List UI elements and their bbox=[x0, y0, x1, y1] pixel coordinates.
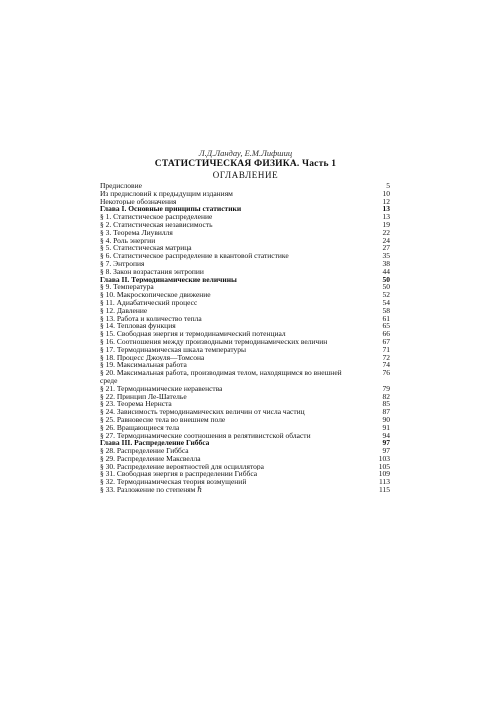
toc-entry-title: § 13. Работа и количество тепла bbox=[100, 314, 202, 323]
toc-page-number: 38 bbox=[382, 259, 390, 268]
toc-row bbox=[100, 447, 390, 455]
toc-row bbox=[100, 198, 390, 206]
toc-row bbox=[100, 400, 390, 408]
toc-page-number: 22 bbox=[382, 228, 390, 237]
toc-entry-title: § 7. Энтропия bbox=[100, 259, 145, 268]
toc-page-number: 113 bbox=[379, 478, 390, 487]
toc-heading: ОГЛАВЛЕНИЕ bbox=[212, 170, 279, 180]
toc-row bbox=[100, 346, 390, 354]
toc-entry-title: § 3. Теорема Лиувилля bbox=[100, 228, 173, 237]
toc-entry-title: Глава I. Основные принципы статистики bbox=[100, 205, 242, 214]
toc-page-number: 82 bbox=[382, 392, 390, 401]
toc-entry-title: § 16. Соотношения между производными термодинамических величин bbox=[100, 337, 328, 346]
toc-entry-title: § 24. Зависимость термодинамических величин от числа частиц bbox=[100, 408, 305, 416]
toc-row bbox=[100, 315, 390, 323]
toc-row bbox=[100, 252, 390, 260]
toc-row bbox=[100, 432, 390, 440]
toc-entry-title: § 33. Разложение по степеням ℏ bbox=[100, 486, 203, 494]
toc-page-number: 115 bbox=[379, 486, 390, 494]
toc-entry-title: § 1. Статистическое распределение bbox=[100, 213, 213, 221]
toc-row bbox=[100, 182, 390, 190]
toc-page-number: 50 bbox=[382, 275, 390, 284]
toc-page-number: 105 bbox=[378, 462, 390, 471]
toc-page-number: 50 bbox=[382, 283, 390, 292]
toc-row bbox=[100, 322, 390, 330]
toc-row bbox=[100, 291, 390, 299]
toc-entry-title: § 4. Роль энергии bbox=[100, 236, 156, 245]
toc-page-number: 109 bbox=[378, 470, 390, 479]
book-title: СТАТИСТИЧЕСКАЯ ФИЗИКА. Часть 1 bbox=[154, 159, 337, 169]
toc-row bbox=[100, 190, 390, 198]
toc-page-number: 91 bbox=[382, 423, 390, 432]
toc-page-number: 5 bbox=[386, 182, 390, 190]
toc-entry-title: § 8. Закон возрастания энтропии bbox=[100, 267, 204, 276]
toc-entry-title: § 22. Принцип Ле-Шателье bbox=[100, 392, 187, 401]
toc-page-number: 24 bbox=[382, 236, 390, 245]
toc-page-number: 85 bbox=[382, 400, 390, 409]
toc-entry-title: § 11. Адиабатический процесс bbox=[100, 298, 198, 307]
toc-entry-title: § 10. Макроскопическое движение bbox=[100, 291, 211, 299]
toc-row bbox=[100, 260, 390, 268]
toc-chapter-row bbox=[100, 439, 390, 447]
toc-entry-title: § 18. Процесс Джоуля—Томсона bbox=[100, 353, 205, 362]
toc-page-number: 12 bbox=[382, 197, 390, 206]
toc-page-number: 66 bbox=[382, 330, 390, 338]
toc-entry-title: § 26. Вращающиеся тела bbox=[100, 423, 180, 432]
toc-page-number: 97 bbox=[382, 447, 390, 455]
toc-row bbox=[100, 416, 390, 424]
toc-page-number: 94 bbox=[382, 431, 390, 440]
toc-page-number: 27 bbox=[382, 244, 390, 253]
toc-row bbox=[100, 463, 390, 471]
toc-page-number: 76 bbox=[382, 369, 390, 378]
toc-row bbox=[100, 213, 390, 221]
toc-page-number: 72 bbox=[382, 353, 390, 362]
toc-page-number: 67 bbox=[382, 337, 390, 346]
toc-page-number: 74 bbox=[382, 361, 390, 370]
toc-row bbox=[100, 338, 390, 346]
toc-row bbox=[100, 229, 390, 237]
toc-page-number: 87 bbox=[382, 408, 390, 416]
toc-row bbox=[100, 385, 390, 393]
toc-page-number: 10 bbox=[382, 189, 390, 198]
toc-row bbox=[100, 244, 390, 252]
toc-page-number: 44 bbox=[382, 267, 390, 276]
table-of-contents bbox=[100, 182, 390, 494]
toc-page-number: 35 bbox=[382, 252, 390, 260]
toc-entry-title: Некоторые обозначения bbox=[100, 197, 177, 206]
toc-entry-title: § 14. Тепловая функция bbox=[100, 322, 176, 331]
toc-entry-title: Из предисловий к предыдущим изданиям bbox=[100, 189, 233, 198]
toc-page-number: 13 bbox=[382, 205, 390, 214]
toc-page-number: 65 bbox=[382, 322, 390, 331]
toc-entry-title: § 19. Максимальная работа bbox=[100, 361, 187, 370]
toc-row bbox=[100, 408, 390, 416]
toc-entry-title: § 23. Теорема Нернста bbox=[100, 400, 172, 409]
toc-row bbox=[100, 361, 390, 369]
toc-page-number: 71 bbox=[382, 345, 390, 354]
toc-page-number: 97 bbox=[382, 439, 390, 448]
toc-row bbox=[100, 369, 390, 385]
toc-entry-title: Глава III. Распределение Гиббса bbox=[100, 439, 210, 448]
toc-row bbox=[100, 221, 390, 229]
toc-row bbox=[100, 424, 390, 432]
toc-entry-title: § 9. Температура bbox=[100, 283, 154, 292]
toc-row bbox=[100, 478, 390, 486]
toc-page-number: 19 bbox=[382, 220, 390, 229]
toc-row bbox=[100, 237, 390, 245]
toc-entry-title: § 28. Распределение Гиббса bbox=[100, 447, 189, 455]
toc-row bbox=[100, 330, 390, 338]
toc-page-number: 90 bbox=[382, 415, 390, 424]
toc-page-number: 61 bbox=[382, 314, 390, 323]
toc-row bbox=[100, 283, 390, 291]
toc-row bbox=[100, 455, 390, 463]
toc-entry-title: § 27. Термодинамические соотношения в релятивистской области bbox=[100, 431, 311, 440]
toc-page-number: 79 bbox=[382, 384, 390, 393]
toc-row bbox=[100, 393, 390, 401]
toc-entry-title: § 5. Статистическая матрица bbox=[100, 244, 192, 253]
toc-chapter-row bbox=[100, 276, 390, 284]
toc-row bbox=[100, 299, 390, 307]
toc-entry-title: § 15. Свободная энергия и термодинамический потенциал bbox=[100, 330, 286, 338]
toc-entry-title: § 20. Максимальная работа, производимая телом, находящимся во внешней среде bbox=[100, 369, 342, 385]
toc-chapter-row bbox=[100, 205, 390, 213]
authors: Л.Д.Ландау, Е.М.Лифшиц bbox=[198, 148, 293, 158]
toc-entry-title: § 25. Равновесие тела во внешнем поле bbox=[100, 415, 226, 424]
toc-row bbox=[100, 354, 390, 362]
toc-page-number: 54 bbox=[382, 298, 390, 307]
toc-row bbox=[100, 268, 390, 276]
toc-page-number: 13 bbox=[382, 213, 390, 221]
toc-entry-title: § 21. Термодинамические неравенства bbox=[100, 384, 223, 393]
toc-entry-title: § 2. Статистическая независимость bbox=[100, 220, 213, 229]
toc-row bbox=[100, 470, 390, 478]
toc-entry-title: § 32. Термодинамическая теория возмущений bbox=[100, 478, 247, 487]
toc-entry-title: § 29. Распределение Максвелла bbox=[100, 454, 201, 463]
toc-entry-title: Предисловие bbox=[100, 182, 142, 190]
toc-entry-title: § 12. Давление bbox=[100, 306, 148, 315]
toc-entry-title: § 31. Свободная энергия в распределении Гиббса bbox=[100, 470, 258, 479]
toc-entry-title: Глава II. Термодинамические величины bbox=[100, 275, 237, 284]
toc-page-number: 52 bbox=[382, 291, 390, 299]
toc-row bbox=[100, 486, 390, 494]
toc-entry-title: § 6. Статистическое распределение в квантовой статистике bbox=[100, 252, 289, 260]
toc-page-number: 103 bbox=[378, 454, 390, 463]
toc-entry-title: § 30. Распределение вероятностей для осциллятора bbox=[100, 462, 264, 471]
toc-row bbox=[100, 307, 390, 315]
toc-entry-title: § 17. Термодинамическая шкала температуры bbox=[100, 345, 247, 354]
toc-page-number: 58 bbox=[382, 306, 390, 315]
